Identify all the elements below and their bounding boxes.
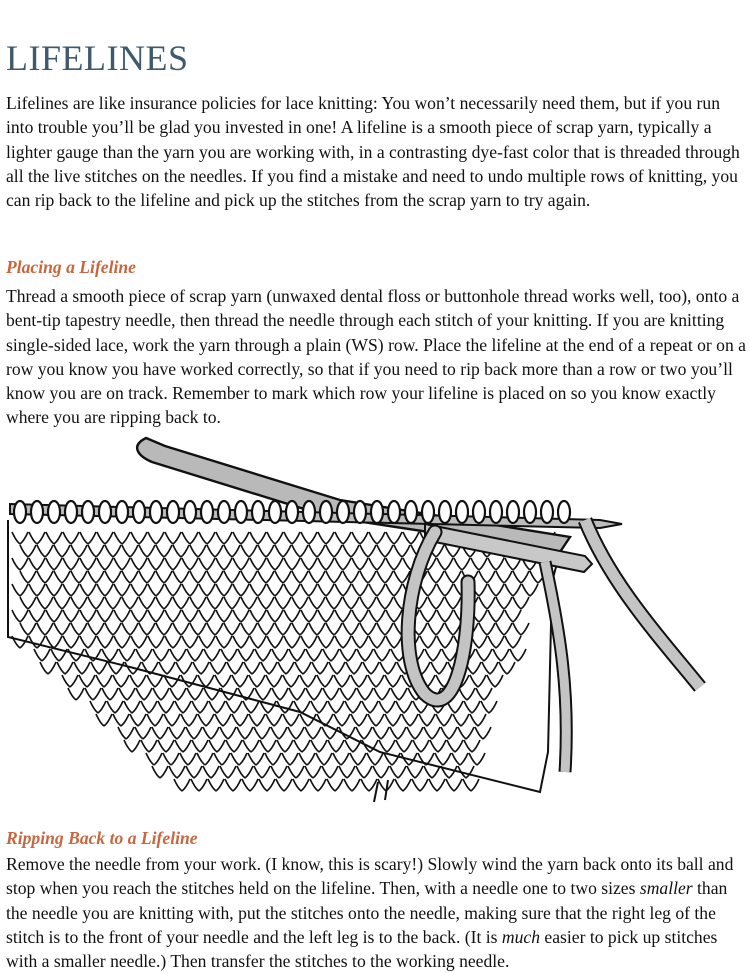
page-title: LIFELINES <box>6 38 189 78</box>
placing-lifeline-paragraph: Thread a smooth piece of scrap yarn (unwaxed dental floss or buttonhole thread works well, too), onto a bent-tip tapestry needle, then thread the needle through each stitch of your knitting. If you are knitting single-sided lace, work the yarn through a plain (WS) row. Place the lifeline at the end of a repeat or on a row you know you have worked correctly, so that if you need to rip back more than a row or two you’ll know you are on track. Remember to mark which row your lifeline is placed on so you know exactly where you are ripping back to. <box>6 286 746 428</box>
ripping-back-paragraph <box>6 852 746 973</box>
placing-lifeline-heading: Placing a Lifeline <box>6 257 136 277</box>
ripping-text-1: Remove the needle from your work. (I know, this is scary!) Slowly wind the yarn back onto its ball and stop when you reach the stitches held on the lifeline. Then, with a needle one to two sizes <box>6 854 734 899</box>
lifeline-illustration <box>0 432 750 804</box>
ripping-text-3: easier to pick up stitches with a smaller needle.) Then transfer the stitches to the working needle. <box>6 926 718 972</box>
intro-paragraph: Lifelines are like insurance policies for lace knitting: You won’t necessarily need them, but if you run into trouble you’ll be glad you invested in one! A lifeline is a smooth piece of scrap yarn, typically a lighter gauge than the yarn you are working with, in a contrasting dye-fast color that is threaded through all the live stitches on the needles. If you find a mistake and need to undo multiple rows of knitting, you can rip back to the lifeline and pick up the stitches from the scrap yarn to try again. <box>6 93 740 211</box>
ripping-emphasis-much: much <box>501 926 541 947</box>
ripping-text-2: than the needle you are knitting with, put the stitches onto the needle, making sure that the right leg of the stitch is to the front of your needle and the left leg is to the back. (It is <box>6 878 728 947</box>
knitted-fabric <box>12 532 555 791</box>
ripping-back-heading: Ripping Back to a Lifeline <box>6 828 198 848</box>
ripping-emphasis-smaller: smaller <box>639 878 693 899</box>
